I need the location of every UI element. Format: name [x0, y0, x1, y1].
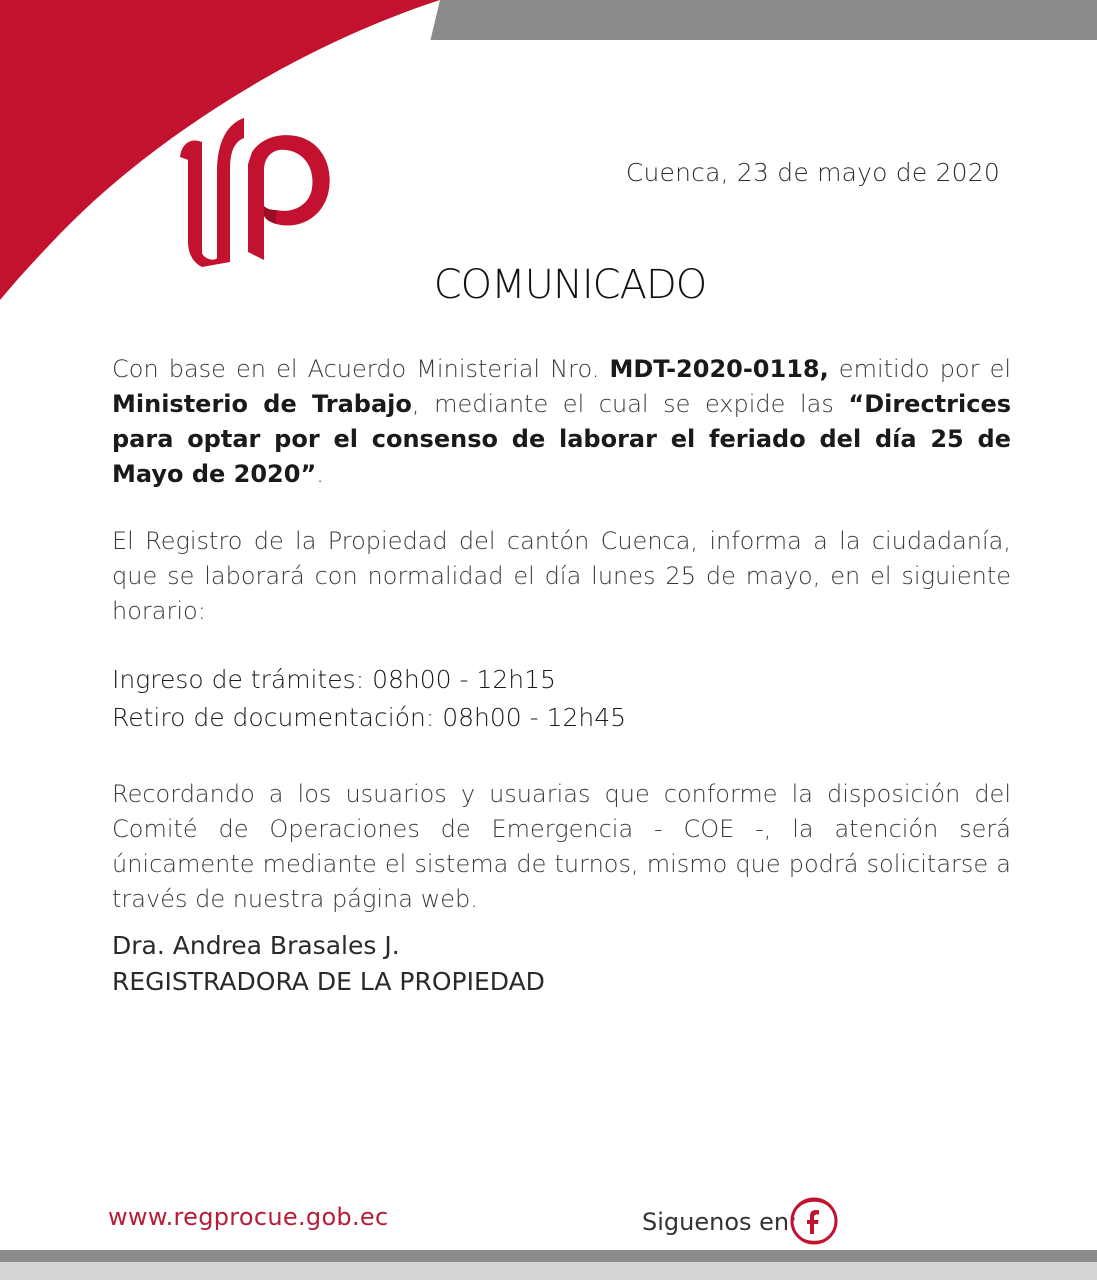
schedule-pickup: Retiro de documentación: 08h00 - 12h45 [112, 703, 627, 732]
signer-name: Dra. Andrea Brasales J. [112, 931, 400, 960]
rp-logo [172, 112, 337, 267]
agreement-number: MDT-2020-0118, [609, 355, 829, 383]
intro-text-1: Con base en el Acuerdo Ministerial Nro. [112, 355, 610, 383]
document-date: Cuenca, 23 de mayo de 2020 [625, 158, 1000, 187]
intro-text-2: emitido por el [828, 355, 1012, 383]
document-body [112, 352, 1011, 949]
signature-block [112, 928, 545, 1000]
ministry-name: Ministerio de Trabajo [112, 390, 412, 418]
signer-role: REGISTRADORA DE LA PROPIEDAD [112, 967, 545, 996]
document-title: COMUNICADO [433, 262, 707, 308]
intro-text-4: . [316, 460, 324, 488]
paragraph-intro [112, 352, 1011, 492]
schedule [112, 661, 1011, 737]
facebook-icon[interactable] [787, 1194, 841, 1248]
paragraph-announcement: El Registro de la Propiedad del cantón Cuenca, informa a la ciudadanía, que se laborará con normalidad el día lunes 25 de mayo, en el siguiente horario: [112, 527, 1011, 625]
follow-label: Siguenos en: [642, 1208, 798, 1236]
directive-title: “Directrices para optar por el consenso de laborar el feriado del día 25 de Mayo de 2020” [112, 390, 1012, 488]
paragraph-reminder: Recordando a los usuarios y usuarias que conforme la disposición del Comité de Operaciones de Emergencia - COE -, la atención será únicamente mediante el sistema de turnos, mismo que podrá solicitarse a través de nuestra página web. [112, 780, 1011, 913]
intro-text-3: , mediante el cual se expide las [411, 390, 849, 418]
website-link[interactable]: www.regprocue.gob.ec [108, 1203, 389, 1231]
schedule-intake: Ingreso de trámites: 08h00 - 12h15 [112, 665, 556, 694]
